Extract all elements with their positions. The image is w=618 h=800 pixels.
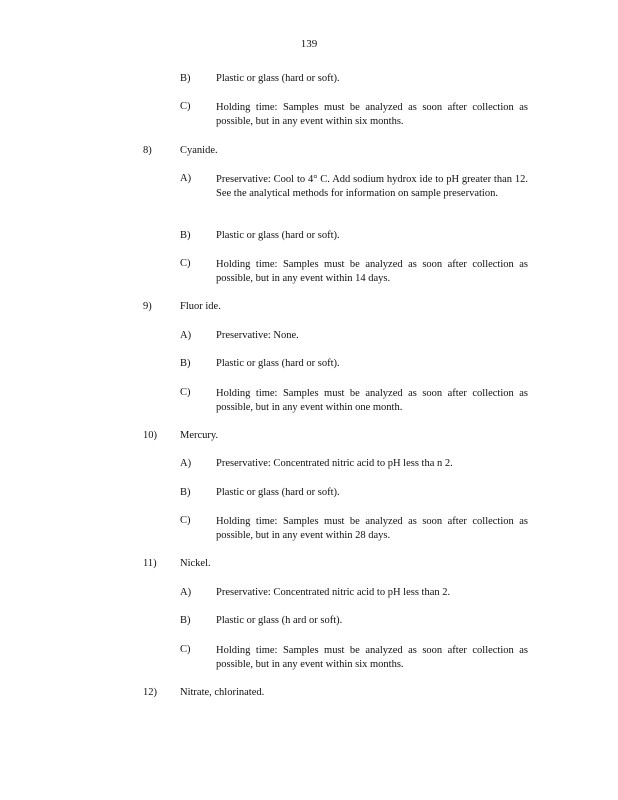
item-letter: C) xyxy=(180,258,191,269)
section-number: 11) xyxy=(143,558,157,569)
section-title: Nitrate, chlorinated. xyxy=(180,687,265,698)
section-number: 10) xyxy=(143,430,157,441)
item-text: Holding time: Samples must be analyzed as soon after collection as possible, but in any event within six months. xyxy=(216,645,528,671)
item-letter: A) xyxy=(180,458,192,469)
item-text: Holding time: Samples must be analyzed as soon after collection as possible, but in any event within 28 days. xyxy=(216,516,528,542)
section-title: Nickel. xyxy=(180,558,211,569)
item-letter: C) xyxy=(180,644,191,655)
item-text: Plastic or glass (hard or soft). xyxy=(216,487,340,498)
item-letter: B) xyxy=(180,73,191,84)
item-text: Holding time: Samples must be analyzed as soon after collection as possible, but in any event within six months. xyxy=(216,102,528,128)
page-number: 139 xyxy=(300,38,318,50)
item-letter: C) xyxy=(180,101,191,112)
section-number: 9) xyxy=(143,301,152,312)
section-title: Fluor ide. xyxy=(180,301,221,312)
item-text: Preservative: Concentrated nitric acid to pH less tha n 2. xyxy=(216,458,453,469)
item-letter: B) xyxy=(180,230,191,241)
item-text: Plastic or glass (hard or soft). xyxy=(216,230,340,241)
item-letter: C) xyxy=(180,387,191,398)
item-letter: B) xyxy=(180,358,191,369)
section-title: Cyanide. xyxy=(180,145,218,156)
item-text: Preservative: Concentrated nitric acid to pH less than 2. xyxy=(216,587,451,598)
section-number: 12) xyxy=(143,687,157,698)
item-letter: A) xyxy=(180,173,192,184)
item-text: Holding time: Samples must be analyzed as soon after collection as possible, but in any event within 14 days. xyxy=(216,259,528,285)
item-text: Preservative: None. xyxy=(216,330,299,341)
item-letter: B) xyxy=(180,615,191,626)
item-text: Plastic or glass (hard or soft). xyxy=(216,358,340,369)
item-text: Plastic or glass (hard or soft). xyxy=(216,73,340,84)
item-text: Preservative: Cool to 4° C. Add sodium hydrox ide to pH greater than 12. See the analytical methods for information on sample preservation. xyxy=(216,174,528,200)
section-title: Mercury. xyxy=(180,430,219,441)
section-number: 8) xyxy=(143,145,152,156)
item-text: Holding time: Samples must be analyzed as soon after collection as possible, but in any event within one month. xyxy=(216,388,528,414)
item-letter: C) xyxy=(180,515,191,526)
item-letter: B) xyxy=(180,487,191,498)
item-letter: A) xyxy=(180,587,192,598)
item-letter: A) xyxy=(180,330,192,341)
item-text: Plastic or glass (h ard or soft). xyxy=(216,615,343,626)
